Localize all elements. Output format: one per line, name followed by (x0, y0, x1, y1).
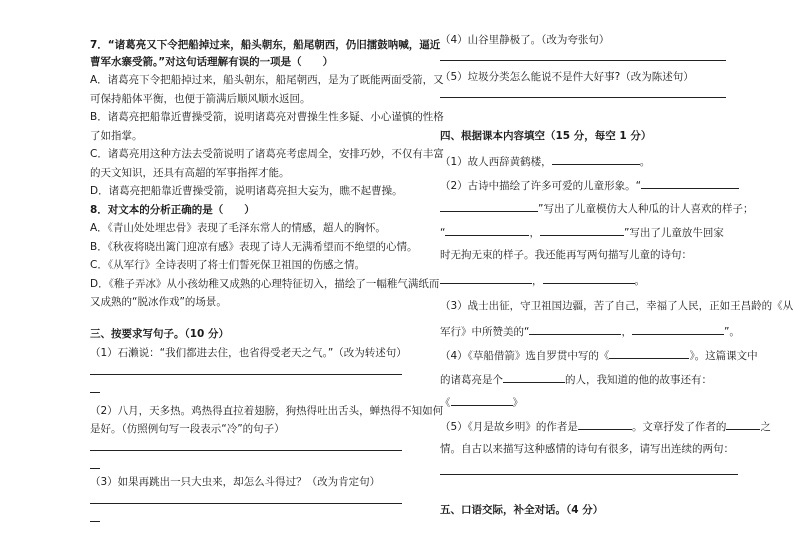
q8-option-b: B．《秋夜将晓出篱门迎凉有感》表现了诗人无满希望而不绝望的心情。 (90, 241, 418, 253)
q8-stem: 8．对文本的分析正确的是（ ） (90, 204, 255, 216)
q7-stem-line1: 7．“诸葛亮又下令把船掉过来，船头朝东，船尾朝西，仍旧擂鼓呐喊，逼近 (90, 39, 441, 51)
s4-q4-tail: 》。这篇课文中 (689, 350, 758, 362)
s4-q2-line3 (440, 224, 724, 240)
s4-q2-blank-4[interactable] (540, 224, 624, 236)
s4-q5-blank-1[interactable] (578, 418, 632, 430)
s4-q3-intro: 军行》中所赞美的“ (440, 326, 530, 338)
s4-q2-blank-1[interactable] (641, 177, 739, 189)
s4-q2-open-quote: “ (440, 227, 446, 239)
section3-title: 三、按要求写句子。（10 分） (90, 328, 230, 340)
s4-q3-blank-2[interactable] (632, 323, 724, 335)
q8-option-c: C．《从军行》全诗表明了将士们誓死保卫祖国的伤感之情。 (90, 259, 366, 271)
s4-q5-intro: （5）《月是故乡明》的作者是 (440, 421, 578, 433)
s3-q5: （5）垃圾分类怎么能说不是件大好事?（改为陈述句） (440, 71, 694, 83)
s3-q1: （1）石濑说：“我们都进去住，也省得受老天之气。”（改为转述句） (90, 347, 407, 359)
q7-option-b-line1: B．诸葛亮把船靠近曹操受箭，说明诸葛亮对曹操生性多疑、小心谨慎的性格 (90, 111, 444, 123)
s4-q1-text: （1）故人西辞黄鹤楼， (440, 156, 552, 168)
s4-q3-close: ”。 (723, 326, 740, 338)
s3-q2-answer-line-tail[interactable] (90, 468, 100, 469)
s4-q3-comma: ， (621, 326, 632, 338)
q7-stem-line2: 曹军水寨受箭。”对这句话理解有误的一项是（ ） (90, 56, 334, 68)
s4-q2-blank-5[interactable] (440, 272, 532, 284)
s4-q1-blank[interactable] (552, 153, 640, 165)
s4-q4-blank-2[interactable] (503, 371, 565, 383)
s4-q4-story: 的人，我知道的他的故事还有： (565, 374, 712, 386)
q7-option-c-line2: 的天文知识，还具有高超的军事指挥才能。 (90, 167, 290, 179)
q7-option-a-line1: A．诸葛亮下令把船掉过来，船头朝东，船尾朝西，是为了既能两面受箭，又 (90, 74, 444, 86)
s4-q4-open-bracket: 《 (440, 397, 451, 409)
q8-option-d-line1: D．《稚子弄冰》从小孩幼稚又成熟的心理特征切入，描绘了一幅稚气满纸而 (90, 278, 440, 290)
s4-q1-period: 。 (639, 156, 651, 168)
section5-title: 五、口语交际，补全对话。（4 分） (440, 504, 604, 516)
s4-q4-close-bracket: 》 (512, 397, 523, 409)
s4-q3-line1: （3）战士出征，守卫祖国边疆，苦了自己，幸福了人民，正如王昌龄的《从 (440, 300, 794, 312)
s4-q5-blank-2[interactable] (726, 418, 760, 430)
s4-q4-line1 (440, 347, 758, 363)
q8-option-a: A．《青山处处埋忠骨》表现了毛泽东常人的情感，超人的胸怀。 (90, 222, 386, 234)
s3-q2-line2: 是好。（仿照例句写一段表示“冷”的句子） (90, 423, 285, 435)
s4-q5-line1 (440, 418, 771, 434)
q7-option-a-line2: 可保持船体平衡，也便于箭满后顺风顺水返回。 (90, 93, 311, 105)
s3-q3-answer-line[interactable] (90, 503, 402, 504)
s4-q4-blank-1[interactable] (609, 347, 689, 359)
s4-q4-line3 (440, 394, 523, 410)
q7-option-b-line2: 了如指掌。 (90, 130, 143, 142)
s3-q4-answer-line[interactable] (440, 60, 726, 61)
section4-title: 四、根据课本内容填空（15 分，每空 1 分） (440, 130, 652, 142)
s3-q3-answer-line-tail[interactable] (90, 521, 100, 522)
s4-q2-desc1: ”写出了儿童模仿大人种瓜的计人喜欢的样子； (538, 203, 754, 215)
s4-q2-line4: 时无拘无束的样子。我还能再写两句描写儿童的诗句： (440, 249, 692, 261)
s4-q2-blank-6[interactable] (543, 272, 635, 284)
s4-q2-line5 (440, 272, 645, 288)
s4-q5-tail: 之 (760, 421, 771, 433)
q7-option-c-line1: C．诸葛亮用这种方法去受箭说明了诸葛亮考虑周全，安排巧妙，不仅有丰富 (90, 148, 444, 160)
s4-q4-zhuge: 的诸葛亮是个 (440, 374, 503, 386)
s4-q3-line2 (440, 323, 740, 339)
s3-q1-answer-line-tail[interactable] (90, 392, 100, 393)
s4-q3-blank-1[interactable] (529, 323, 621, 335)
s4-q2-blank-2[interactable] (440, 200, 538, 212)
s4-q2-comma2: ， (532, 275, 543, 287)
s4-q2-blank-3[interactable] (445, 224, 529, 236)
q7-option-d: D．诸葛亮把船靠近曹操受箭，说明诸葛亮担大妄为，瞧不起曹操。 (90, 185, 403, 197)
s3-q4: （4）山谷里静极了。（改为夸张句） (440, 34, 610, 46)
s4-q2-desc2: ”写出了儿童放牛回家 (623, 227, 724, 239)
s4-q2-line1 (440, 177, 739, 193)
s3-q5-answer-line[interactable] (440, 97, 726, 98)
s4-q2-period: 。 (634, 275, 645, 287)
s3-q1-answer-line[interactable] (90, 374, 402, 375)
s4-q5-line2: 情。自古以来描写这种感情的诗句有很多，请写出连续的两句： (440, 443, 734, 455)
s4-q4-intro: （4）《草船借箭》选自罗贯中写的《 (440, 350, 610, 362)
s4-q1 (440, 153, 650, 169)
s3-q2-line1: （2）八月，天多热。鸡热得直拉着翅膀，狗热得吐出舌头，蝉热得不知如何 (90, 405, 444, 417)
s4-q2-intro: （2）古诗中描绘了许多可爱的儿童形象。“ (440, 180, 642, 192)
s3-q2-answer-line[interactable] (90, 450, 402, 451)
s4-q2-line2 (440, 200, 753, 216)
s4-q5-mid: 。文章抒发了作者的 (631, 421, 727, 433)
q8-option-d-line2: 又成熟的“脱冰作戏”的场景。 (90, 296, 227, 308)
s4-q5-answer-line[interactable] (440, 474, 738, 475)
s4-q2-comma: ， (529, 227, 540, 239)
s4-q4-line2 (440, 371, 712, 387)
s4-q4-blank-3[interactable] (451, 394, 513, 406)
s3-q3: （3）如果再跳出一只大虫来，却怎么斗得过？（改为肯定句） (90, 476, 381, 488)
